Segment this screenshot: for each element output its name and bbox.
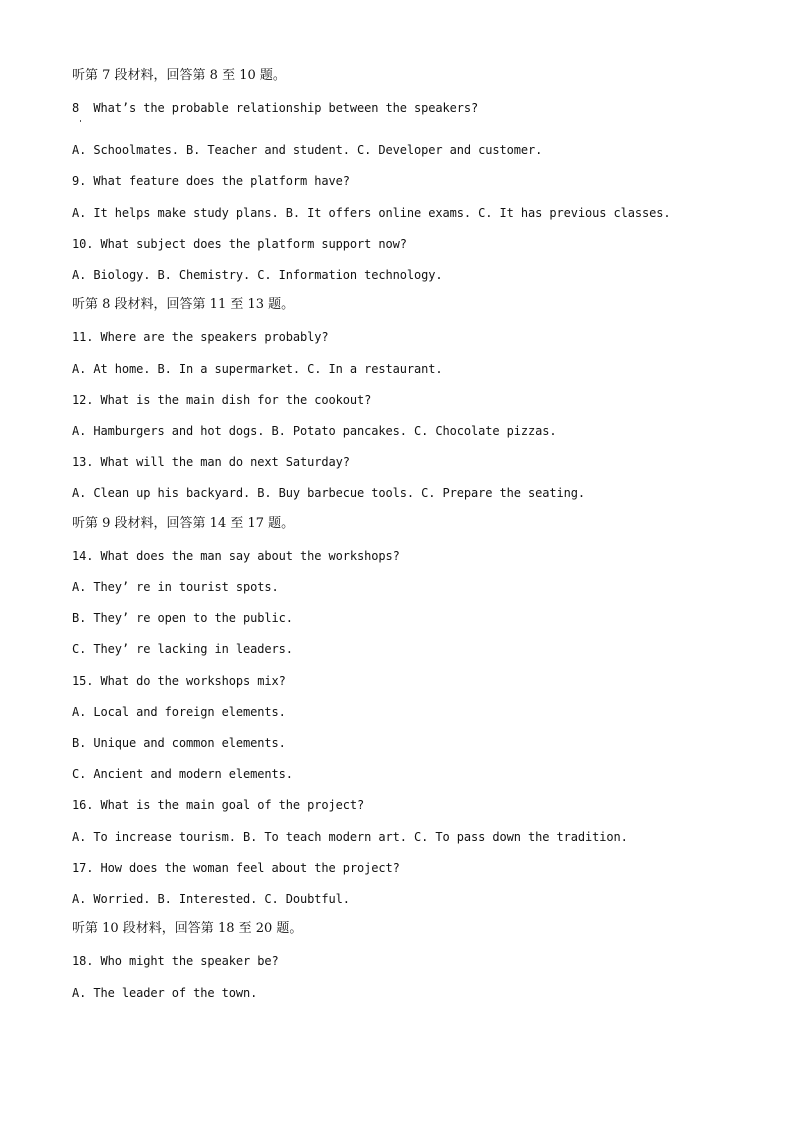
answer-option-line: C. Ancient and modern elements. [72, 767, 293, 781]
question-line: 13. What will the man do next Saturday? [72, 455, 350, 469]
question-line: 9. What feature does the platform have? [72, 174, 350, 188]
section-heading: 听第 10 段材料，回答第 18 至 20 题。 [72, 921, 303, 936]
answer-options-line: A. Clean up his backyard. B. Buy barbecue tools. C. Prepare the seating. [72, 486, 585, 500]
answer-option-line: B. Unique and common elements. [72, 736, 286, 750]
answer-option-line: A. The leader of the town. [72, 986, 258, 1000]
question-line: 10. What subject does the platform support now? [72, 237, 407, 251]
answer-option-line: A. They’ re in tourist spots. [72, 580, 279, 594]
question-line: 8 What’s the probable relationship between the speakers? [72, 101, 479, 115]
question-line: 17. How does the woman feel about the project? [72, 861, 400, 875]
question-line: 16. What is the main goal of the project? [72, 798, 365, 812]
answer-options-line: A. It helps make study plans. B. It offers online exams. C. It has previous classes. [72, 206, 671, 220]
answer-option-line: A. Local and foreign elements. [72, 705, 286, 719]
answer-option-line: B. They’ re open to the public. [72, 611, 293, 625]
section-heading: 听第 7 段材料，回答第 8 至 10 题。 [72, 68, 286, 83]
answer-options-line: A. Biology. B. Chemistry. C. Information technology. [72, 268, 443, 282]
question-line: 15. What do the workshops mix? [72, 674, 286, 688]
answer-options-line: A. Schoolmates. B. Teacher and student. C. Developer and customer. [72, 143, 543, 157]
answer-options-line: A. Worried. B. Interested. C. Doubtful. [72, 892, 350, 906]
answer-options-line: A. Hamburgers and hot dogs. B. Potato pancakes. C. Chocolate pizzas. [72, 424, 557, 438]
section-heading: 听第 9 段材料，回答第 14 至 17 题。 [72, 516, 295, 531]
question-line: 11. Where are the speakers probably? [72, 330, 329, 344]
answer-option-line: C. They’ re lacking in leaders. [72, 642, 293, 656]
question-line: 12. What is the main dish for the cookout? [72, 393, 372, 407]
stray-mark [80, 120, 81, 122]
answer-options-line: A. To increase tourism. B. To teach modern art. C. To pass down the tradition. [72, 830, 628, 844]
question-line: 14. What does the man say about the workshops? [72, 549, 400, 563]
section-heading: 听第 8 段材料，回答第 11 至 13 题。 [72, 297, 295, 312]
answer-options-line: A. At home. B. In a supermarket. C. In a restaurant. [72, 362, 443, 376]
question-line: 18. Who might the speaker be? [72, 954, 279, 968]
